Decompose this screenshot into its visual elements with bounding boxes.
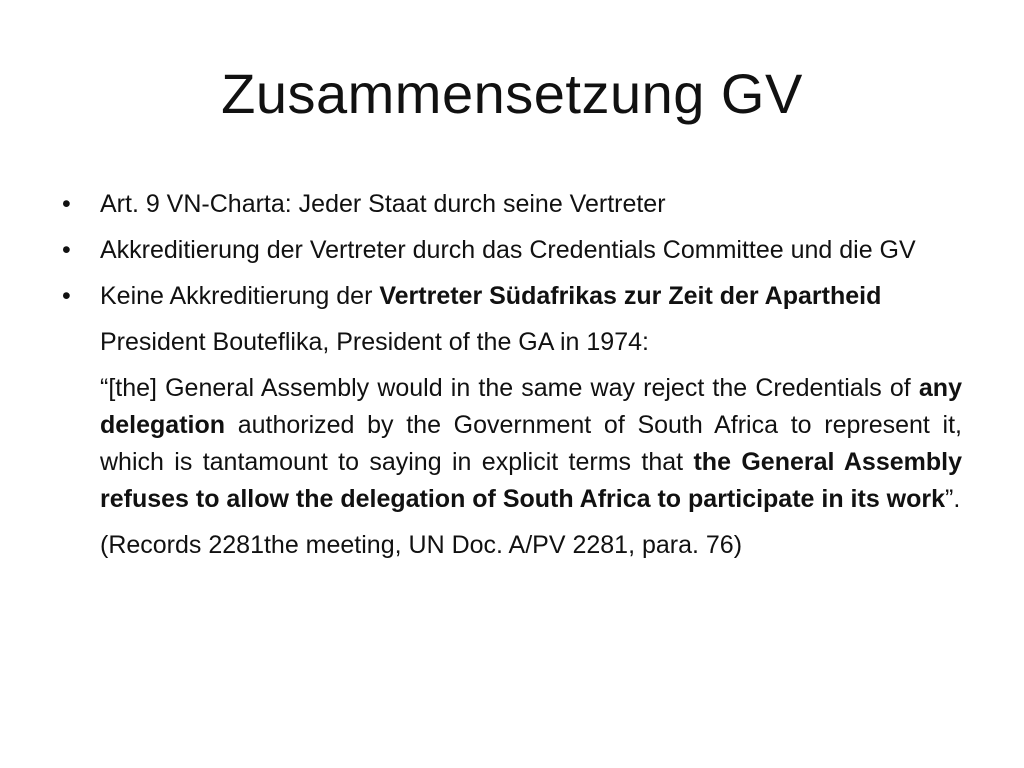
slide-body <box>100 186 962 573</box>
bullet-text: Art. 9 VN-Charta: Jeder Staat durch seine Vertreter <box>100 190 666 218</box>
bullet-item-charter <box>100 186 962 223</box>
bullet-item-south-africa <box>100 278 962 315</box>
bullet-text: Akkreditierung der Vertreter durch das Credentials Committee und die GV <box>100 236 916 264</box>
quote-text: ”. <box>945 485 961 513</box>
quote-bold-text: the General Assembly refuses to allow the delegation of South Africa to participate in its work <box>100 448 962 513</box>
speaker-line: President Bouteflika, President of the GA in 1974: <box>100 328 649 356</box>
bullet-bold-text: Vertreter Südafrikas zur Zeit der Apartheid <box>379 282 882 310</box>
citation: (Records 2281the meeting, UN Doc. A/PV 2281, para. 76) <box>100 531 743 559</box>
quote-paragraph <box>100 370 962 518</box>
bullet-item-accreditation <box>100 232 962 269</box>
quote-text: “[the] General Assembly would in the same way reject the Credentials of <box>100 374 919 402</box>
slide-title: Zusammensetzung GV <box>221 62 803 125</box>
bullet-text: Keine Akkreditierung der <box>100 282 380 310</box>
quote-bold-text: any delegation <box>100 374 962 439</box>
quote-text: authorized by the Government of South Africa to represent it, which is tantamount to saying in explicit terms that <box>100 411 962 476</box>
